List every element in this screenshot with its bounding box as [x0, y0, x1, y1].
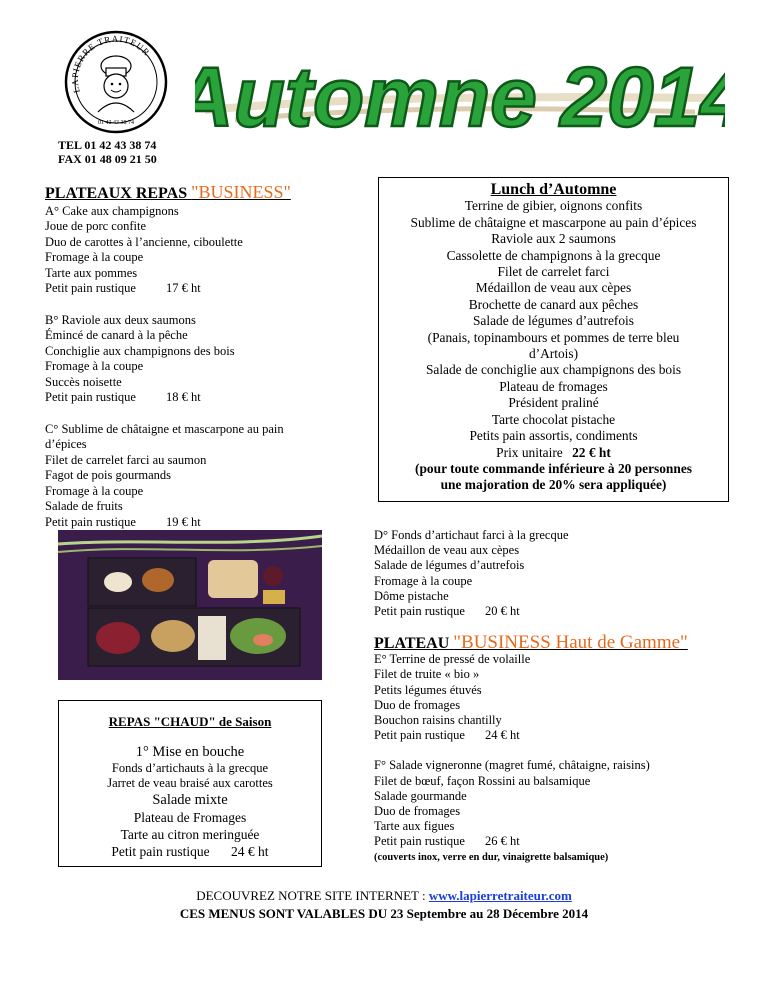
lunch-title: Lunch d’Automne	[490, 181, 617, 198]
menu-price: 17 € ht	[165, 281, 201, 295]
menu-line: Petit pain rustique	[45, 281, 136, 295]
chaud-last	[59, 843, 321, 860]
menu-line: Filet de carrelet farci au saumon	[45, 452, 207, 467]
lunch-item: Sublime de châtaigne et mascarpone au pain d’épices	[410, 214, 697, 230]
menu-c	[45, 422, 291, 531]
chaud-line: Jarret de veau braisé aux carottes	[107, 776, 273, 790]
plateaux-title-highlight: "BUSINESS"	[191, 182, 291, 202]
menu-line: C° Sublime de châtaigne et mascarpone au pain	[45, 421, 284, 436]
menu-line: Petit pain rustique	[374, 834, 465, 849]
menu-line: A° Cake aux champignons	[45, 203, 179, 218]
menu-a	[45, 204, 291, 297]
menu-f	[374, 758, 688, 864]
chaud-title: REPAS "CHAUD" de Saison	[108, 714, 272, 729]
menu-price: 26 € ht	[484, 834, 520, 849]
chaud-last-item: Petit pain rustique	[111, 844, 210, 859]
menu-line: Petit pain rustique	[374, 604, 465, 619]
chaud-line: Plateau de Fromages	[133, 810, 247, 825]
lunch-item: Président praliné	[508, 395, 599, 411]
menu-line: Salade de légumes d’autrefois	[374, 558, 525, 573]
menu-line: d’épices	[45, 437, 87, 451]
menu-line: Médaillon de veau aux cèpes	[374, 543, 520, 558]
menu-line: Tarte aux pommes	[45, 265, 138, 280]
title-banner	[195, 40, 725, 150]
fax-number: FAX 01 48 09 21 50	[58, 152, 157, 166]
lunch-item: Médaillon de veau aux cèpes	[475, 280, 632, 296]
menu-line: Bouchon raisins chantilly	[374, 713, 502, 728]
footer-validity: CES MENUS SONT VALABLES DU 23 Septembre au 28 Décembre 2014	[179, 906, 589, 921]
menu-e	[374, 652, 688, 743]
lunch-box	[378, 177, 729, 502]
lunch-item: Filet de carrelet farci	[497, 264, 610, 280]
menu-price: 19 € ht	[165, 514, 201, 529]
repas-chaud-box	[58, 700, 322, 867]
haut-gamme-section	[374, 632, 688, 865]
lunch-item: Cassolette de champignons à la grecque	[446, 247, 661, 263]
lunch-item: Salade de légumes d’autrefois	[472, 313, 634, 329]
website-link[interactable]: www.lapierretraiteur.com	[428, 888, 572, 903]
menu-line: Fagot de pois gourmands	[45, 468, 172, 482]
menu-line: Petit pain rustique	[374, 728, 465, 743]
plateaux-section	[45, 182, 291, 530]
menu-b	[45, 313, 291, 406]
chaud-heading: 1° Mise en bouche	[135, 744, 245, 760]
lunch-item: d’Artois)	[528, 346, 579, 362]
menu-line: F° Salade vigneronne (magret fumé, châtaigne, raisins)	[374, 758, 650, 773]
chaud-line: Fonds d’artichauts à la grecque	[111, 761, 269, 775]
company-logo	[62, 28, 170, 136]
lunch-item: Petits pain assortis, condiments	[469, 428, 638, 444]
menu-line: Petits légumes étuvés	[374, 682, 482, 697]
menu-price: 20 € ht	[484, 604, 520, 619]
plateaux-title-text: PLATEAUX REPAS	[45, 185, 188, 202]
menu-line: Émincé de canard à la pêche	[45, 328, 188, 342]
menu-d	[374, 528, 569, 619]
menu-line: Salade de fruits	[45, 499, 123, 513]
menu-line: Conchiglie aux champignons des bois	[45, 343, 235, 358]
menu-line: Fromage à la coupe	[45, 483, 144, 498]
menu-line: Fromage à la coupe	[45, 359, 144, 373]
footer-site-line	[0, 888, 768, 904]
logo-phone-text: 01 42 43 38 74	[98, 120, 134, 126]
menu-price: 24 € ht	[484, 728, 520, 743]
menu-line: Fromage à la coupe	[374, 573, 473, 588]
lunch-item: Brochette de canard aux pêches	[468, 296, 639, 312]
menu-line: Joue de porc confite	[45, 219, 147, 233]
menu-line: Fromage à la coupe	[45, 250, 144, 264]
chaud-line: Tarte au citron meringuée	[120, 827, 260, 842]
menu-line: Succès noisette	[45, 374, 122, 389]
logo-ring-text: LAPIERRE TRAITEUR	[69, 33, 153, 95]
contact-info	[58, 138, 157, 166]
footer-site-label: DECOUVREZ NOTRE SITE INTERNET :	[196, 888, 426, 903]
menu-line: Duo de fromages	[374, 804, 461, 819]
lunch-item: Plateau de fromages	[499, 378, 608, 394]
plateaux-title	[45, 182, 291, 202]
menu-line: Dôme pistache	[374, 588, 449, 603]
haut-gamme-title	[374, 632, 688, 653]
menu-line: Filet de truite « bio »	[374, 667, 480, 682]
lunch-item: Salade de conchiglie aux champignons des bois	[425, 362, 682, 378]
lunch-note: (pour toute commande inférieure à 20 personnes	[415, 460, 692, 476]
haut-gamme-title-text: PLATEAU	[374, 635, 450, 652]
chaud-price: 24 € ht	[231, 844, 269, 859]
menu-line: Salade gourmande	[374, 788, 467, 803]
menu-line: Duo de fromages	[374, 697, 461, 712]
page-title: Automne 2014	[195, 50, 725, 144]
lunch-item: Tarte chocolat pistache	[491, 411, 616, 427]
lunch-price	[379, 445, 728, 461]
menu-line: Duo de carottes à l’ancienne, ciboulette	[45, 234, 243, 249]
menu-line: Filet de bœuf, façon Rossini au balsamique	[374, 773, 591, 788]
phone-number: TEL 01 42 43 38 74	[58, 138, 157, 152]
menu-price: 18 € ht	[165, 390, 201, 404]
menu-line: Tarte aux figues	[374, 819, 455, 834]
lunch-item: (Panais, topinambours et pommes de terre bleu	[427, 329, 680, 345]
menu-line: Petit pain rustique	[45, 390, 136, 404]
lunch-price-label: Prix unitaire	[496, 444, 563, 460]
menu-line: B° Raviole aux deux saumons	[45, 312, 196, 327]
footer	[0, 888, 768, 922]
lunch-item: Terrine de gibier, oignons confits	[464, 198, 643, 214]
lunch-note: une majoration de 20% sera appliquée)	[440, 477, 667, 493]
menu-f-note: (couverts inox, verre en dur, vinaigrette balsamique)	[374, 851, 609, 863]
food-tray-photo	[58, 530, 322, 680]
menu-line: E° Terrine de pressé de volaille	[374, 652, 531, 667]
chaud-line: Salade mixte	[152, 792, 228, 808]
lunch-item: Raviole aux 2 saumons	[491, 231, 616, 247]
menu-line: D° Fonds d’artichaut farci à la grecque	[374, 528, 569, 542]
haut-gamme-title-highlight: "BUSINESS Haut de Gamme"	[453, 632, 688, 653]
lunch-price-value: 22 € ht	[572, 444, 611, 460]
menu-line: Petit pain rustique	[45, 514, 136, 529]
